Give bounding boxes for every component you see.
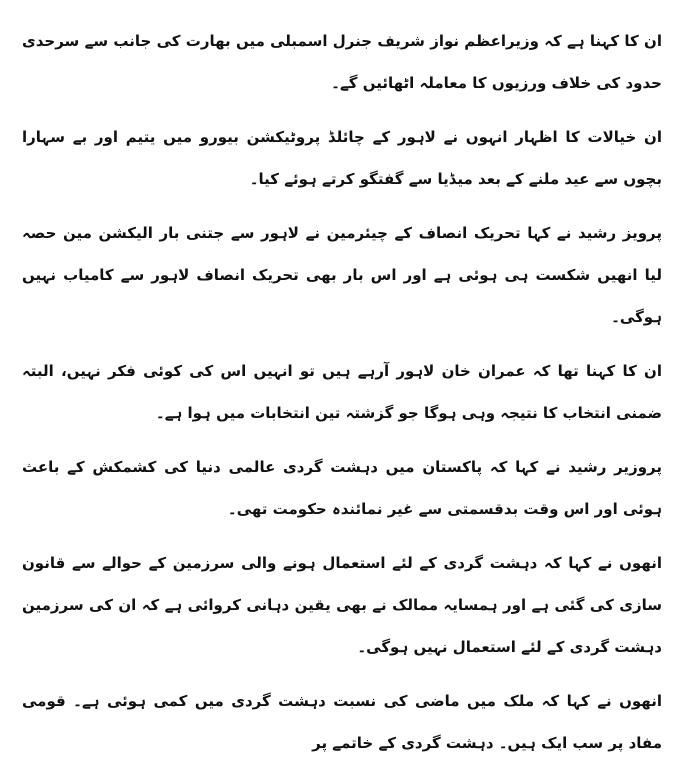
paragraph-1: ان کا کہنا ہے کہ وزیراعظم نواز شریف جنرل اسمبلی میں بھارت کی جانب سے سرحدی حدود کی خلاف ورزیوں کا معاملہ اٹھائیں گے۔ xyxy=(22,32,662,92)
paragraph-6: انھوں نے کہا کہ دہشت گردی کے لئے استعمال ہونے والی سرزمین کے حوالے سے قانون سازی کی گئی ہے اور ہمسایہ ممالک نے بھی یقین دہانی کروائی ہے کہ ان کی سرزمین دہشت گردی کے لئے استعمال نہیں ہوگی۔ xyxy=(22,554,662,656)
paragraph-2: ان خیالات کا اظہار انہوں نے لاہور کے چائلڈ پروٹیکشن بیورو میں یتیم اور بے سہارا بچوں سے عید ملنے کے بعد میڈیا سے گفتگو کرتے ہوئے کیا۔ xyxy=(22,128,662,188)
paragraph-5: پروزیر رشید نے کہا کہ پاکستان میں دہشت گردی عالمی دنیا کی کشمکش کے باعث ہوئی اور اس وقت بدقسمتی سے غیر نمائندہ حکومت تھی۔ xyxy=(22,458,662,518)
paragraph-3: پرویز رشید نے کہا تحریک انصاف کے چیئرمین نے لاہور سے جتنی بار الیکشن مین حصہ لیا انھیں شکست ہی ہوئی ہے اور اس بار بھی تحریک انصاف لاہور سے کامیاب نہیں ہوگی۔ xyxy=(22,224,662,326)
paragraph-4: ان کا کہنا تھا کہ عمران خان لاہور آرہے ہیں تو انہیں اس کی کوئی فکر نہیں، البتہ ضمنی انتخاب کا نتیجہ وہی ہوگا جو گزشتہ تین انتخابات میں ہوا ہے۔ xyxy=(22,362,662,422)
article-body xyxy=(22,20,662,764)
paragraph-7: انھوں نے کہا کہ ملک میں ماضی کی نسبت دہشت گردی میں کمی ہوئی ہے۔ قومی مفاد پر سب ایک ہیں۔ دہشت گردی کے خاتمے پر xyxy=(22,692,662,752)
